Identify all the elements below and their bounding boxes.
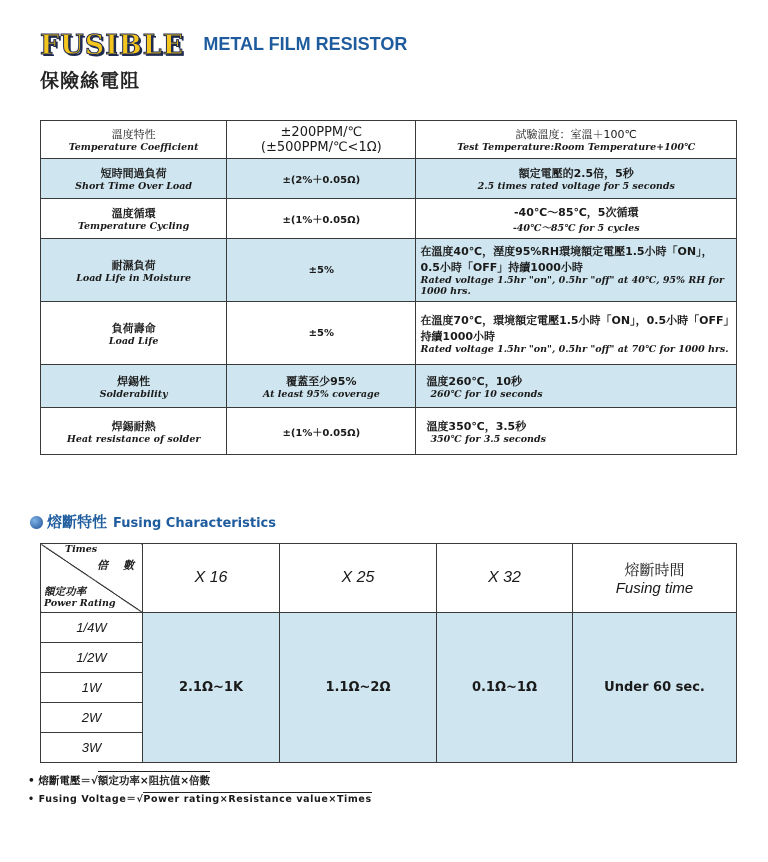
corner-header-cell — [41, 544, 143, 613]
fusing-title-cn: 熔斷特性 — [47, 513, 108, 531]
fusing-title-en: Fusing Characteristics — [113, 516, 276, 531]
fusing-table — [40, 543, 737, 763]
range-cell: 2.1Ω~1K — [143, 613, 280, 763]
formula-cn-body: 額定功率×阻抗值×倍數 — [98, 771, 210, 788]
corner-times-cn: 倍 數 — [97, 560, 141, 572]
fusing-time-en: Fusing time — [615, 580, 694, 597]
table-row — [41, 239, 737, 302]
spec-condition-en: Rated voltage 1.5hr "on", 0.5hr "off" at 40℃, 95% RH for 1000 hrs. — [420, 275, 724, 297]
spec-condition-cn: 額定電壓的2.5倍，5秒 — [518, 167, 634, 180]
range-cell: 0.1Ω~1Ω — [437, 613, 573, 763]
table-row — [41, 408, 737, 455]
fusing-section-title — [30, 511, 276, 532]
bullet-icon: • — [28, 794, 39, 805]
sqrt-icon: √ — [136, 794, 144, 805]
formula-cn — [28, 771, 210, 788]
spec-value-secondary: (±500PPM/℃<1Ω) — [260, 139, 382, 155]
spec-name-en: Solderability — [99, 388, 168, 400]
spec-value: ±5% — [308, 264, 334, 276]
spec-condition-en: 350℃ for 3.5 seconds — [430, 433, 546, 445]
corner-rating-cn: 額定功率 — [44, 586, 86, 598]
column-header: X 16 — [143, 544, 280, 613]
spec-name-cn: 耐濕負荷 — [111, 258, 156, 272]
sqrt-icon: √ — [90, 775, 98, 787]
spec-condition-en: 260℃ for 10 seconds — [430, 388, 543, 400]
spec-condition-en: 2.5 times rated voltage for 5 seconds — [477, 181, 675, 192]
spec-name-cn: 焊錫性 — [117, 374, 151, 388]
brand-logo: FUSIBLE — [40, 30, 185, 61]
spec-condition-en: Test Temperature:Room Temperature+100℃ — [457, 142, 696, 153]
fusing-time-cn: 熔斷時間 — [624, 562, 685, 579]
spec-name-en: Load Life in Moisture — [76, 272, 192, 284]
spec-value: ±(1%＋0.05Ω) — [282, 427, 361, 439]
table-row — [41, 365, 737, 408]
spec-name-cn: 溫度特性 — [111, 128, 156, 141]
corner-times-en: Times — [65, 544, 98, 555]
header — [40, 30, 407, 61]
spec-value: ±5% — [308, 327, 334, 339]
spec-name-en: Temperature Coefficient — [68, 142, 199, 153]
table-row — [41, 121, 737, 159]
spec-condition-en: Rated voltage 1.5hr "on", 0.5hr "off" at 70℃ for 1000 hrs. — [420, 343, 729, 355]
spec-value-en: At least 95% coverage — [262, 388, 380, 400]
spec-condition-cn: 在溫度40℃，溼度95%RH環境額定電壓1.5小時「ON」，0.5小時「OFF」持續1000小時 — [420, 245, 713, 274]
spec-name-en: Temperature Cycling — [78, 221, 190, 232]
spec-name-en: Load Life — [108, 335, 159, 347]
spec-name-en: Heat resistance of solder — [66, 433, 201, 445]
spec-condition-cn: 溫度260℃，10秒 — [426, 374, 523, 388]
spec-name-cn: 溫度循環 — [111, 207, 156, 220]
spec-name-en: Short Time Over Load — [75, 181, 193, 192]
table-row — [41, 159, 737, 199]
spec-name-cn: 焊錫耐熱 — [111, 419, 156, 433]
column-header: X 32 — [437, 544, 573, 613]
spec-value: ±(2%＋0.05Ω) — [282, 175, 361, 186]
spec-condition-cn: 試驗溫度：室溫＋100℃ — [515, 128, 637, 141]
spec-value: ±200PPM/℃ — [280, 124, 363, 140]
table-row — [41, 613, 737, 643]
formula-en-body: Power rating×Resistance value×Times — [143, 794, 372, 805]
formula-cn-prefix: 熔斷電壓＝ — [38, 775, 91, 787]
formula-en — [28, 791, 372, 805]
power-rating-cell: 1W — [41, 673, 143, 703]
spec-name-cn: 負荷壽命 — [111, 321, 156, 335]
fusing-time-cell: Under 60 sec. — [573, 613, 737, 763]
power-rating-cell: 1/2W — [41, 643, 143, 673]
bullet-dot-icon — [30, 516, 43, 529]
bullet-icon: • — [28, 775, 39, 787]
column-header: X 25 — [280, 544, 437, 613]
spec-table — [40, 120, 737, 455]
product-title-cn: 保險絲電阻 — [40, 70, 141, 92]
spec-condition-cn: 溫度350℃，3.5秒 — [426, 419, 527, 433]
formula-en-prefix: Fusing Voltage＝ — [38, 794, 137, 805]
spec-value: 覆蓋至少95% — [286, 374, 357, 388]
fusing-header-row — [41, 544, 737, 613]
power-rating-cell: 3W — [41, 733, 143, 763]
range-cell: 1.1Ω~2Ω — [280, 613, 437, 763]
corner-rating-en: Power Rating — [44, 598, 116, 609]
spec-condition-cn: -40℃～85℃，5次循環 — [513, 205, 639, 219]
spec-value: ±(1%＋0.05Ω) — [282, 215, 361, 226]
product-title: METAL FILM RESISTOR — [203, 34, 408, 54]
table-row — [41, 302, 737, 365]
spec-condition-cn: 在溫度70℃，環境額定電壓1.5小時「ON」，0.5小時「OFF」持續1000小時 — [420, 313, 729, 343]
spec-condition-en: -40℃～85℃ for 5 cycles — [512, 222, 640, 234]
spec-name-cn: 短時間過負荷 — [100, 167, 167, 180]
column-header-fusing-time — [573, 544, 737, 613]
power-rating-cell: 1/4W — [41, 613, 143, 643]
table-row — [41, 199, 737, 239]
power-rating-cell: 2W — [41, 703, 143, 733]
